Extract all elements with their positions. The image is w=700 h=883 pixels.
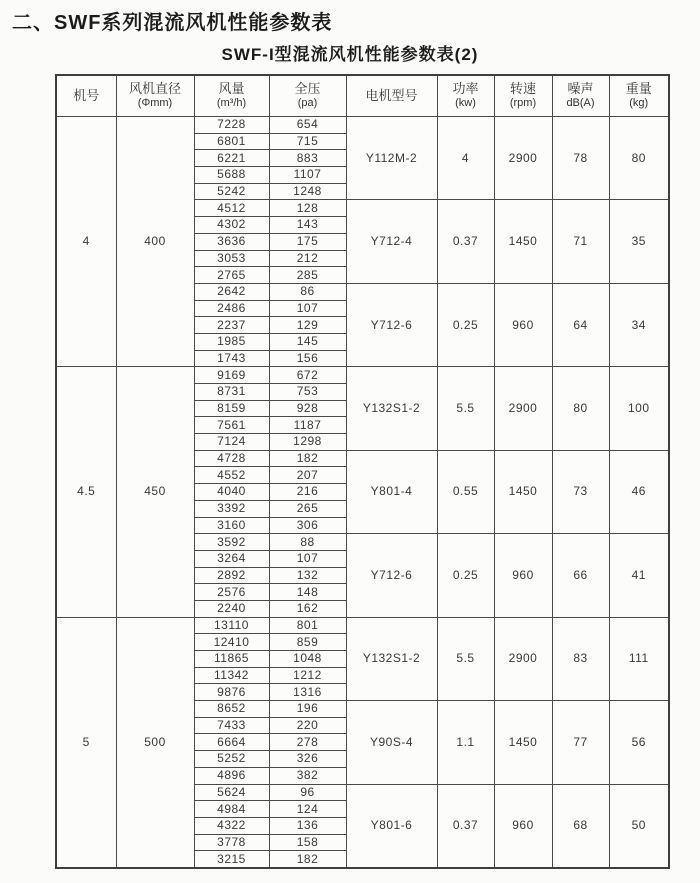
pressure-cell: 196 bbox=[269, 701, 346, 718]
airflow-cell: 3264 bbox=[194, 550, 269, 567]
motor-model-cell: Y90S-4 bbox=[346, 701, 437, 784]
pressure-cell: 1212 bbox=[269, 667, 346, 684]
pressure-cell: 928 bbox=[269, 400, 346, 417]
airflow-cell: 8159 bbox=[194, 400, 269, 417]
airflow-cell: 5624 bbox=[194, 784, 269, 801]
table-row bbox=[56, 117, 669, 134]
speed-cell: 1450 bbox=[494, 200, 552, 283]
airflow-cell: 6801 bbox=[194, 133, 269, 150]
power-cell: 5.5 bbox=[437, 367, 494, 450]
pressure-cell: 1107 bbox=[269, 167, 346, 184]
header-row bbox=[56, 75, 669, 117]
power-cell: 1.1 bbox=[437, 701, 494, 784]
airflow-cell: 2486 bbox=[194, 300, 269, 317]
weight-cell: 100 bbox=[609, 367, 669, 450]
power-cell: 0.25 bbox=[437, 283, 494, 366]
pressure-cell: 1248 bbox=[269, 183, 346, 200]
pressure-cell: 96 bbox=[269, 784, 346, 801]
pressure-cell: 801 bbox=[269, 617, 346, 634]
speed-cell: 960 bbox=[494, 784, 552, 868]
airflow-cell: 3392 bbox=[194, 500, 269, 517]
noise-cell: 77 bbox=[552, 701, 609, 784]
table-body bbox=[56, 117, 669, 868]
diameter-cell: 450 bbox=[116, 367, 194, 617]
airflow-cell: 1743 bbox=[194, 350, 269, 367]
column-header: 重量 (kg) bbox=[609, 75, 669, 117]
airflow-cell: 5252 bbox=[194, 751, 269, 768]
weight-cell: 46 bbox=[609, 450, 669, 533]
pressure-cell: 382 bbox=[269, 767, 346, 784]
pressure-cell: 158 bbox=[269, 834, 346, 851]
airflow-cell: 7124 bbox=[194, 434, 269, 451]
noise-cell: 68 bbox=[552, 784, 609, 868]
pressure-cell: 207 bbox=[269, 467, 346, 484]
airflow-cell: 2576 bbox=[194, 584, 269, 601]
airflow-cell: 3053 bbox=[194, 250, 269, 267]
speed-cell: 1450 bbox=[494, 450, 552, 533]
fan-performance-table bbox=[55, 74, 670, 869]
airflow-cell: 3636 bbox=[194, 233, 269, 250]
motor-model-cell: Y712-6 bbox=[346, 283, 437, 366]
airflow-cell: 3160 bbox=[194, 517, 269, 534]
pressure-cell: 162 bbox=[269, 600, 346, 617]
airflow-cell: 7561 bbox=[194, 417, 269, 434]
airflow-cell: 8652 bbox=[194, 701, 269, 718]
model-no-cell: 5 bbox=[56, 617, 116, 868]
airflow-cell: 12410 bbox=[194, 634, 269, 651]
power-cell: 0.37 bbox=[437, 200, 494, 283]
column-header: 功率 (kw) bbox=[437, 75, 494, 117]
airflow-cell: 6664 bbox=[194, 734, 269, 751]
pressure-cell: 86 bbox=[269, 283, 346, 300]
speed-cell: 960 bbox=[494, 534, 552, 617]
pressure-cell: 124 bbox=[269, 801, 346, 818]
column-header: 转速 (rpm) bbox=[494, 75, 552, 117]
pressure-cell: 278 bbox=[269, 734, 346, 751]
pressure-cell: 145 bbox=[269, 333, 346, 350]
pressure-cell: 1048 bbox=[269, 651, 346, 668]
power-cell: 0.25 bbox=[437, 534, 494, 617]
pressure-cell: 107 bbox=[269, 300, 346, 317]
pressure-cell: 136 bbox=[269, 817, 346, 834]
column-header: 电机型号 bbox=[346, 75, 437, 117]
airflow-cell: 3592 bbox=[194, 534, 269, 551]
noise-cell: 71 bbox=[552, 200, 609, 283]
column-header: 全压 (pa) bbox=[269, 75, 346, 117]
diameter-cell: 400 bbox=[116, 117, 194, 367]
pressure-cell: 326 bbox=[269, 751, 346, 768]
pressure-cell: 156 bbox=[269, 350, 346, 367]
airflow-cell: 13110 bbox=[194, 617, 269, 634]
airflow-cell: 8731 bbox=[194, 384, 269, 401]
motor-model-cell: Y712-4 bbox=[346, 200, 437, 283]
weight-cell: 111 bbox=[609, 617, 669, 700]
airflow-cell: 3778 bbox=[194, 834, 269, 851]
speed-cell: 1450 bbox=[494, 701, 552, 784]
pressure-cell: 132 bbox=[269, 567, 346, 584]
airflow-cell: 4302 bbox=[194, 217, 269, 234]
motor-model-cell: Y801-6 bbox=[346, 784, 437, 868]
airflow-cell: 11342 bbox=[194, 667, 269, 684]
diameter-cell: 500 bbox=[116, 617, 194, 868]
weight-cell: 41 bbox=[609, 534, 669, 617]
pressure-cell: 129 bbox=[269, 317, 346, 334]
power-cell: 0.55 bbox=[437, 450, 494, 533]
pressure-cell: 672 bbox=[269, 367, 346, 384]
pressure-cell: 1316 bbox=[269, 684, 346, 701]
pressure-cell: 285 bbox=[269, 267, 346, 284]
speed-cell: 2900 bbox=[494, 367, 552, 450]
airflow-cell: 4728 bbox=[194, 450, 269, 467]
weight-cell: 35 bbox=[609, 200, 669, 283]
airflow-cell: 4040 bbox=[194, 484, 269, 501]
airflow-cell: 4512 bbox=[194, 200, 269, 217]
table-row bbox=[56, 367, 669, 384]
airflow-cell: 4896 bbox=[194, 767, 269, 784]
airflow-cell: 9169 bbox=[194, 367, 269, 384]
airflow-cell: 3215 bbox=[194, 851, 269, 868]
table-row bbox=[56, 617, 669, 634]
speed-cell: 2900 bbox=[494, 117, 552, 200]
pressure-cell: 1187 bbox=[269, 417, 346, 434]
column-header: 机号 bbox=[56, 75, 116, 117]
motor-model-cell: Y132S1-2 bbox=[346, 367, 437, 450]
pressure-cell: 212 bbox=[269, 250, 346, 267]
pressure-cell: 107 bbox=[269, 550, 346, 567]
motor-model-cell: Y112M-2 bbox=[346, 117, 437, 200]
noise-cell: 83 bbox=[552, 617, 609, 700]
airflow-cell: 1985 bbox=[194, 333, 269, 350]
column-header: 噪声 dB(A) bbox=[552, 75, 609, 117]
pressure-cell: 1298 bbox=[269, 434, 346, 451]
airflow-cell: 5688 bbox=[194, 167, 269, 184]
airflow-cell: 2642 bbox=[194, 283, 269, 300]
noise-cell: 64 bbox=[552, 283, 609, 366]
airflow-cell: 2765 bbox=[194, 267, 269, 284]
airflow-cell: 11865 bbox=[194, 651, 269, 668]
pressure-cell: 306 bbox=[269, 517, 346, 534]
weight-cell: 50 bbox=[609, 784, 669, 868]
power-cell: 4 bbox=[437, 117, 494, 200]
model-no-cell: 4 bbox=[56, 117, 116, 367]
page-title: 二、SWF系列混流风机性能参数表 bbox=[12, 12, 333, 34]
motor-model-cell: Y712-6 bbox=[346, 534, 437, 617]
pressure-cell: 859 bbox=[269, 634, 346, 651]
motor-model-cell: Y132S1-2 bbox=[346, 617, 437, 700]
weight-cell: 80 bbox=[609, 117, 669, 200]
pressure-cell: 753 bbox=[269, 384, 346, 401]
noise-cell: 73 bbox=[552, 450, 609, 533]
pressure-cell: 88 bbox=[269, 534, 346, 551]
airflow-cell: 6221 bbox=[194, 150, 269, 167]
pressure-cell: 883 bbox=[269, 150, 346, 167]
power-cell: 5.5 bbox=[437, 617, 494, 700]
airflow-cell: 7433 bbox=[194, 717, 269, 734]
model-no-cell: 4.5 bbox=[56, 367, 116, 617]
column-header: 风机直径 (Φmm) bbox=[116, 75, 194, 117]
motor-model-cell: Y801-4 bbox=[346, 450, 437, 533]
speed-cell: 960 bbox=[494, 283, 552, 366]
power-cell: 0.37 bbox=[437, 784, 494, 868]
airflow-cell: 2240 bbox=[194, 600, 269, 617]
airflow-cell: 9876 bbox=[194, 684, 269, 701]
weight-cell: 56 bbox=[609, 701, 669, 784]
pressure-cell: 182 bbox=[269, 450, 346, 467]
pressure-cell: 148 bbox=[269, 584, 346, 601]
airflow-cell: 4322 bbox=[194, 817, 269, 834]
noise-cell: 80 bbox=[552, 367, 609, 450]
pressure-cell: 175 bbox=[269, 233, 346, 250]
pressure-cell: 265 bbox=[269, 500, 346, 517]
airflow-cell: 2892 bbox=[194, 567, 269, 584]
airflow-cell: 4984 bbox=[194, 801, 269, 818]
noise-cell: 78 bbox=[552, 117, 609, 200]
column-header: 风量 (m³/h) bbox=[194, 75, 269, 117]
pressure-cell: 220 bbox=[269, 717, 346, 734]
pressure-cell: 654 bbox=[269, 117, 346, 134]
weight-cell: 34 bbox=[609, 283, 669, 366]
pressure-cell: 128 bbox=[269, 200, 346, 217]
pressure-cell: 143 bbox=[269, 217, 346, 234]
speed-cell: 2900 bbox=[494, 617, 552, 700]
pressure-cell: 715 bbox=[269, 133, 346, 150]
airflow-cell: 4552 bbox=[194, 467, 269, 484]
airflow-cell: 2237 bbox=[194, 317, 269, 334]
pressure-cell: 216 bbox=[269, 484, 346, 501]
table-title: SWF-I型混流风机性能参数表(2) bbox=[221, 45, 479, 64]
pressure-cell: 182 bbox=[269, 851, 346, 868]
noise-cell: 66 bbox=[552, 534, 609, 617]
airflow-cell: 7228 bbox=[194, 117, 269, 134]
airflow-cell: 5242 bbox=[194, 183, 269, 200]
